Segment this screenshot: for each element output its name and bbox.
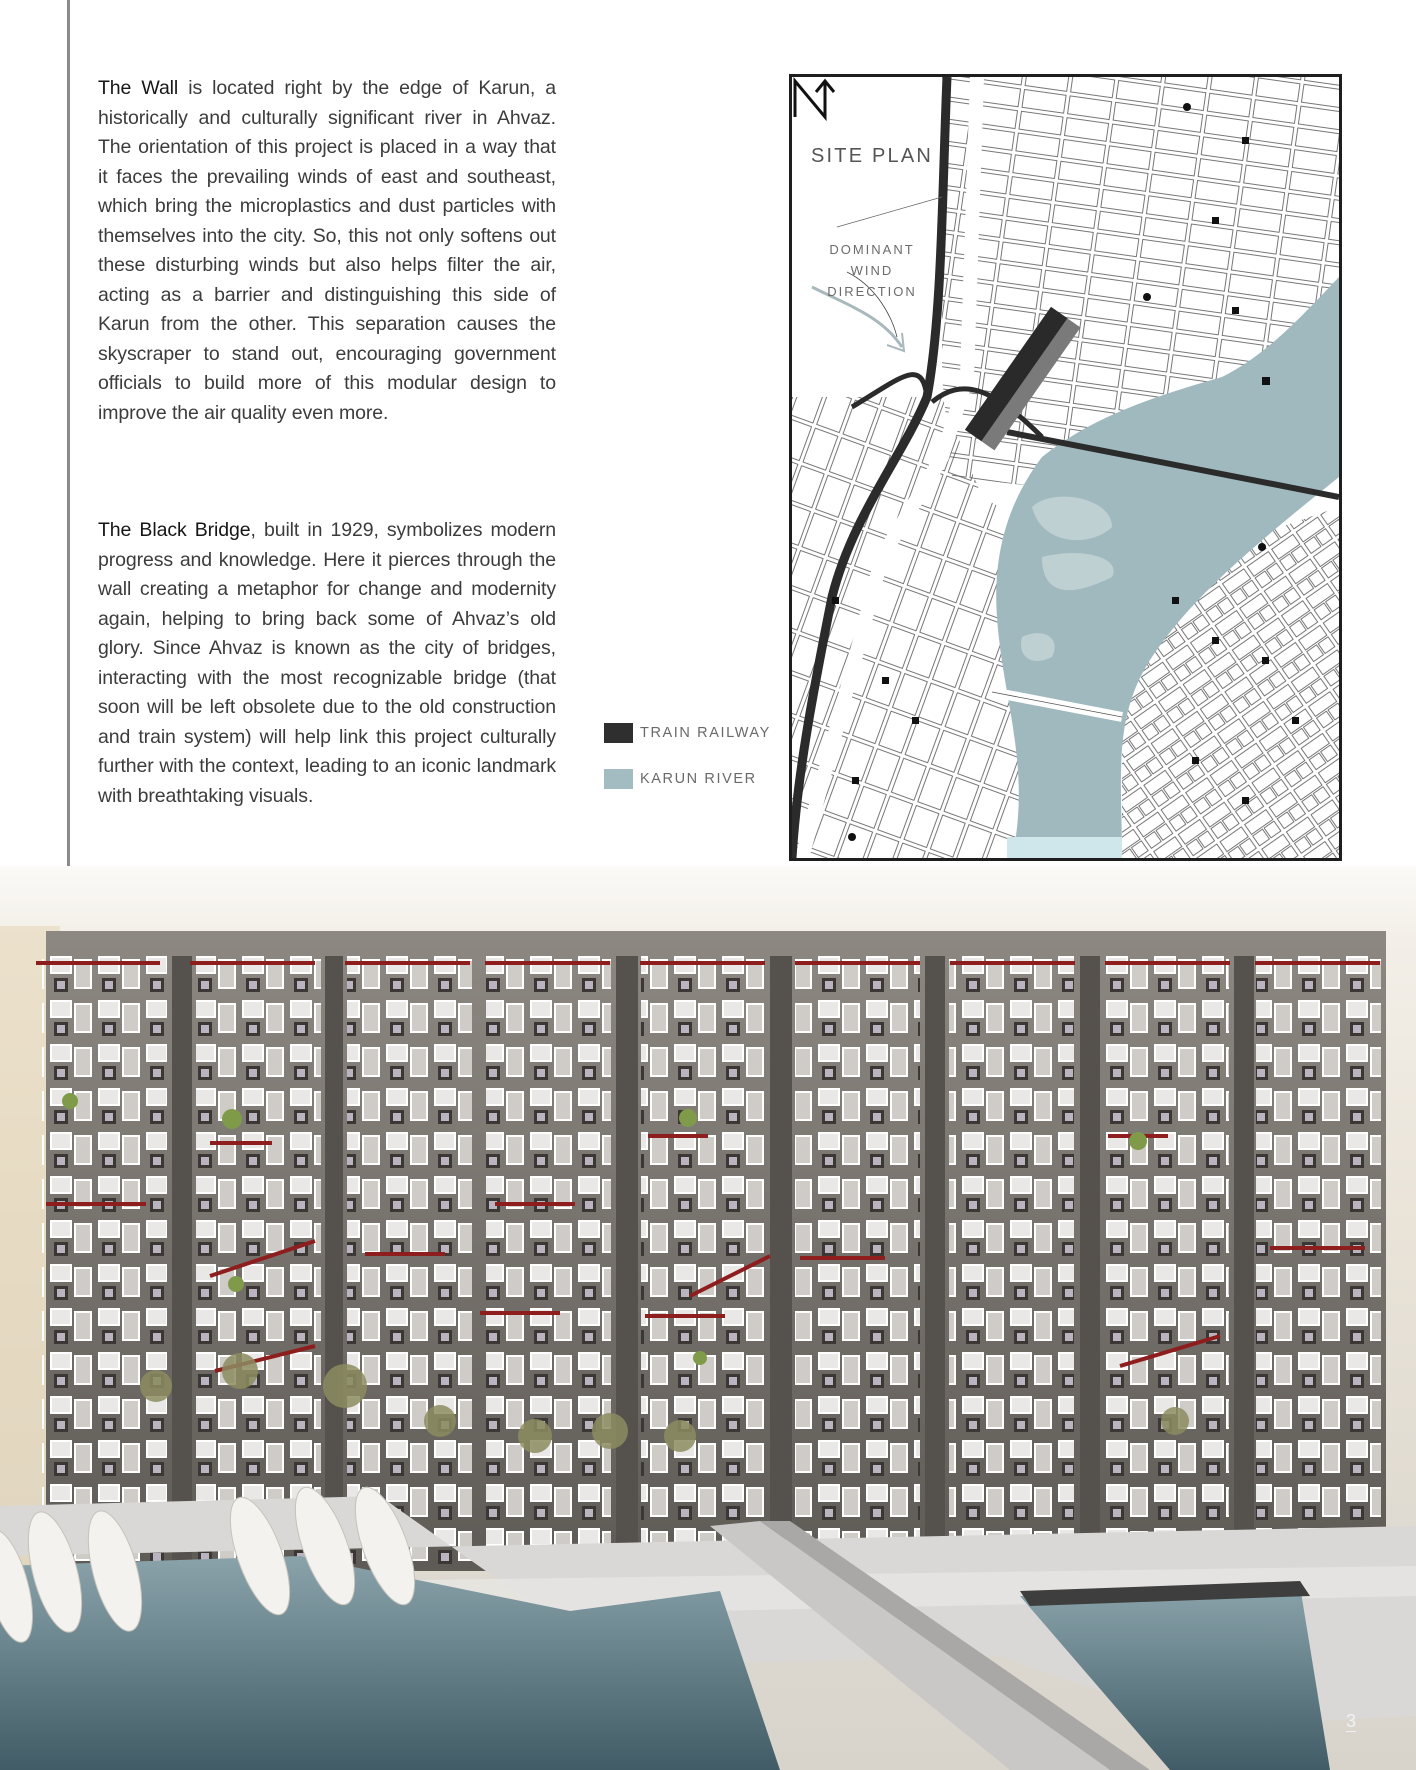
page-number: 3: [1345, 1711, 1356, 1731]
bridge-heading: The Black Bridge: [98, 519, 251, 541]
legend-item-railway: [604, 722, 771, 744]
wind-label-line: WIND: [850, 263, 894, 278]
page-margin-rule: [67, 0, 70, 866]
river-swatch: [604, 769, 633, 789]
site-plan-map: [789, 74, 1342, 861]
wall-heading: The Wall: [98, 77, 179, 99]
legend-label: TRAIN RAILWAY: [640, 725, 771, 741]
building-rendering: [0, 866, 1416, 1770]
legend-label: KARUN RIVER: [640, 771, 757, 787]
wall-paragraph: [98, 74, 556, 428]
wind-direction-label: [817, 239, 927, 302]
legend-item-river: [604, 768, 771, 790]
railway-swatch: [604, 723, 633, 743]
north-arrow-icon: [792, 77, 846, 121]
bridge-body: , built in 1929, symbolizes modern progress and knowledge. Here it pierces through the wall creating a metaphor for change and modernity again, helping to bring back some of Ahvaz’s old glory. Since Ahvaz is known as the city of bridges, interacting with the most recognizable bridge (that soon will be left obsolete due to the old construction and train system) will help link this project culturally further with the context, leading to an iconic landmark with breathtaking visuals.: [98, 519, 556, 807]
map-legend: [604, 722, 771, 814]
site-plan-title: SITE PLAN: [811, 145, 934, 167]
wind-label-line: DOMINANT: [829, 242, 915, 257]
map-drawing: [792, 77, 1339, 858]
wall-body: is located right by the edge of Karun, a historically and culturally significant river in Ahvaz. The orientation of this project is placed in a way that it faces the prevailing winds of east and southeast, which bring the microplastics and dust particles with themselves into the city. So, this not only softens out these disturbing winds but also helps filter the air, acting as a barrier and distinguishing this side of Karun from the other. This separation causes the skyscraper to stand out, encouraging government officials to build more of this modular design to improve the air quality even more.: [98, 77, 556, 424]
bridge-paragraph: [98, 516, 556, 811]
wind-label-line: DIRECTION: [827, 284, 917, 299]
rendering-image: [0, 866, 1416, 1770]
